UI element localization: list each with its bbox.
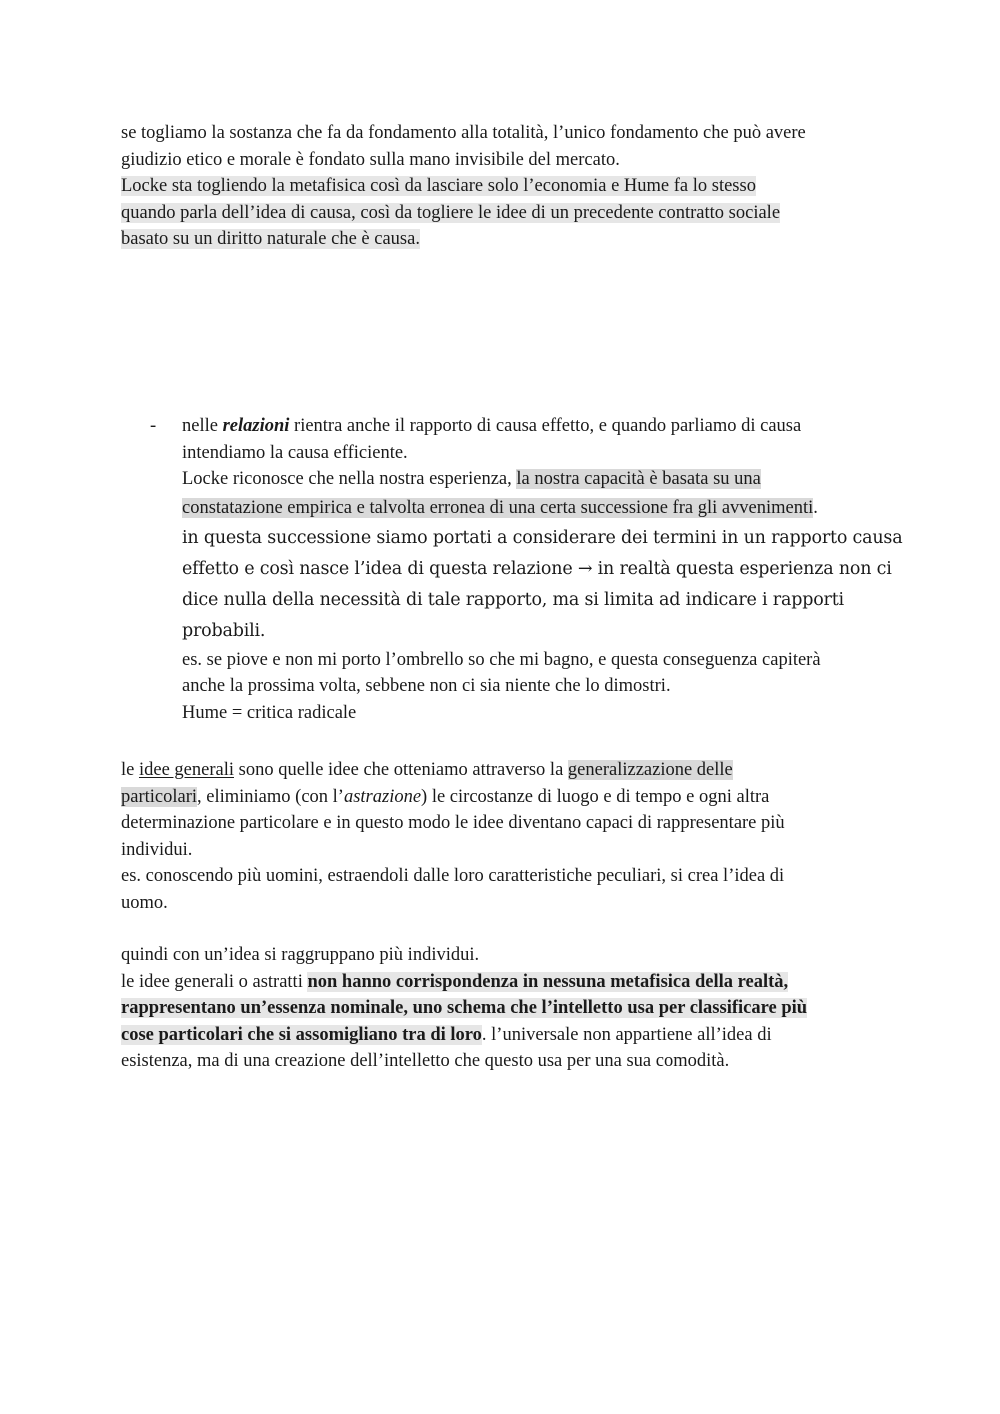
- highlighted-text: generalizzazione delle: [567, 760, 733, 780]
- highlighted-text: constatazione empirica e talvolta erronea di una certa successione fra gli avvenimenti: [182, 497, 814, 518]
- bold-highlighted-text: non hanno corrispondenza in nessuna metafisica della realtà,: [307, 971, 789, 992]
- emphasis-relazioni: relazioni: [222, 416, 290, 436]
- text-line: giudizio etico e morale è fondato sulla mano invisibile del mercato.: [121, 149, 620, 170]
- text-line: in questa successione siamo portati a considerare dei termini in un rapporto causa: [182, 527, 903, 548]
- highlighted-text: basato su un diritto naturale che è causa.: [121, 229, 420, 250]
- text-line: es. conoscendo più uomini, estraendoli dalle loro caratteristiche peculiari, si crea l’idea di: [121, 866, 785, 887]
- text-line: cose particolari che si assomigliano tra di loro. l’universale non appartiene all’idea di: [121, 1024, 772, 1045]
- bold-highlighted-text: rappresentano un’essenza nominale, uno schema che l’intelletto usa per classificare più: [121, 998, 808, 1019]
- paragraph-idee-astratte: [121, 942, 881, 1075]
- paragraph-sostanza: [121, 120, 881, 253]
- text-line: [121, 173, 881, 200]
- text-line: Hume = critica radicale: [182, 702, 357, 723]
- highlighted-text: quando parla dell’idea di causa, così da togliere le idee di un precedente contratto sociale: [121, 202, 781, 223]
- underlined-term: idee generali: [138, 760, 234, 780]
- text-line: es. se piove e non mi porto l’ombrello so che mi bagno, e questa conseguenza capiterà: [182, 649, 821, 670]
- text-line: probabili.: [182, 620, 266, 641]
- text-line: Locke riconosce che nella nostra esperienza, la nostra capacità è basata su una: [182, 469, 761, 490]
- text-line: le idee generali o astratti non hanno corrispondenza in nessuna metafisica della realtà,: [121, 971, 789, 992]
- list-item-relazioni: [182, 413, 903, 727]
- list-bullet-dash: -: [150, 416, 157, 436]
- alt-font-passage: [182, 523, 903, 647]
- text-line: particolari, eliminiamo (con l’astrazione) le circostanze di luogo e di tempo e ogni altra: [121, 786, 770, 807]
- text-line: effetto e così nasce l’idea di questa relazione → in realtà questa esperienza non ci: [182, 558, 892, 579]
- highlighted-text: particolari: [121, 786, 198, 807]
- text-line: [121, 995, 881, 1022]
- text-line: se togliamo la sostanza che fa da fondamento alla totalità, l’unico fondamento che può avere: [121, 123, 806, 143]
- text-line: nelle relazioni rientra anche il rapporto di causa effetto, e quando parliamo di causa: [182, 416, 802, 436]
- emphasis-astrazione: astrazione: [343, 786, 422, 807]
- text-line: individui.: [121, 839, 193, 860]
- text-line: determinazione particolare e in questo modo le idee diventano capaci di rappresentare più: [121, 813, 785, 834]
- text-line: uomo.: [121, 892, 168, 913]
- text-line: le idee generali sono quelle idee che otteniamo attraverso la generalizzazione delle: [121, 760, 733, 780]
- text-line: dice nulla della necessità di tale rapporto, ma si limita ad indicare i rapporti: [182, 589, 844, 610]
- highlighted-text: Locke sta togliendo la metafisica così da lasciare solo l’economia e Hume fa lo stesso: [121, 176, 756, 197]
- bold-highlighted-text: cose particolari che si assomigliano tra di loro: [121, 1024, 482, 1045]
- highlighted-text: la nostra capacità è basata su una: [516, 469, 761, 490]
- text-line: [121, 226, 881, 253]
- paragraph-idee-generali: [121, 757, 881, 917]
- text-line: intendiamo la causa efficiente.: [182, 442, 408, 463]
- text-line: quindi con un’idea si raggruppano più individui.: [121, 945, 480, 965]
- text-line: constatazione empirica e talvolta erronea di una certa successione fra gli avvenimenti.: [182, 497, 818, 518]
- text-line: anche la prossima volta, sebbene non ci sia niente che lo dimostri.: [182, 676, 671, 697]
- text-line: esistenza, ma di una creazione dell’intelletto che questo usa per una sua comodità.: [121, 1051, 730, 1072]
- text-line: [121, 200, 881, 227]
